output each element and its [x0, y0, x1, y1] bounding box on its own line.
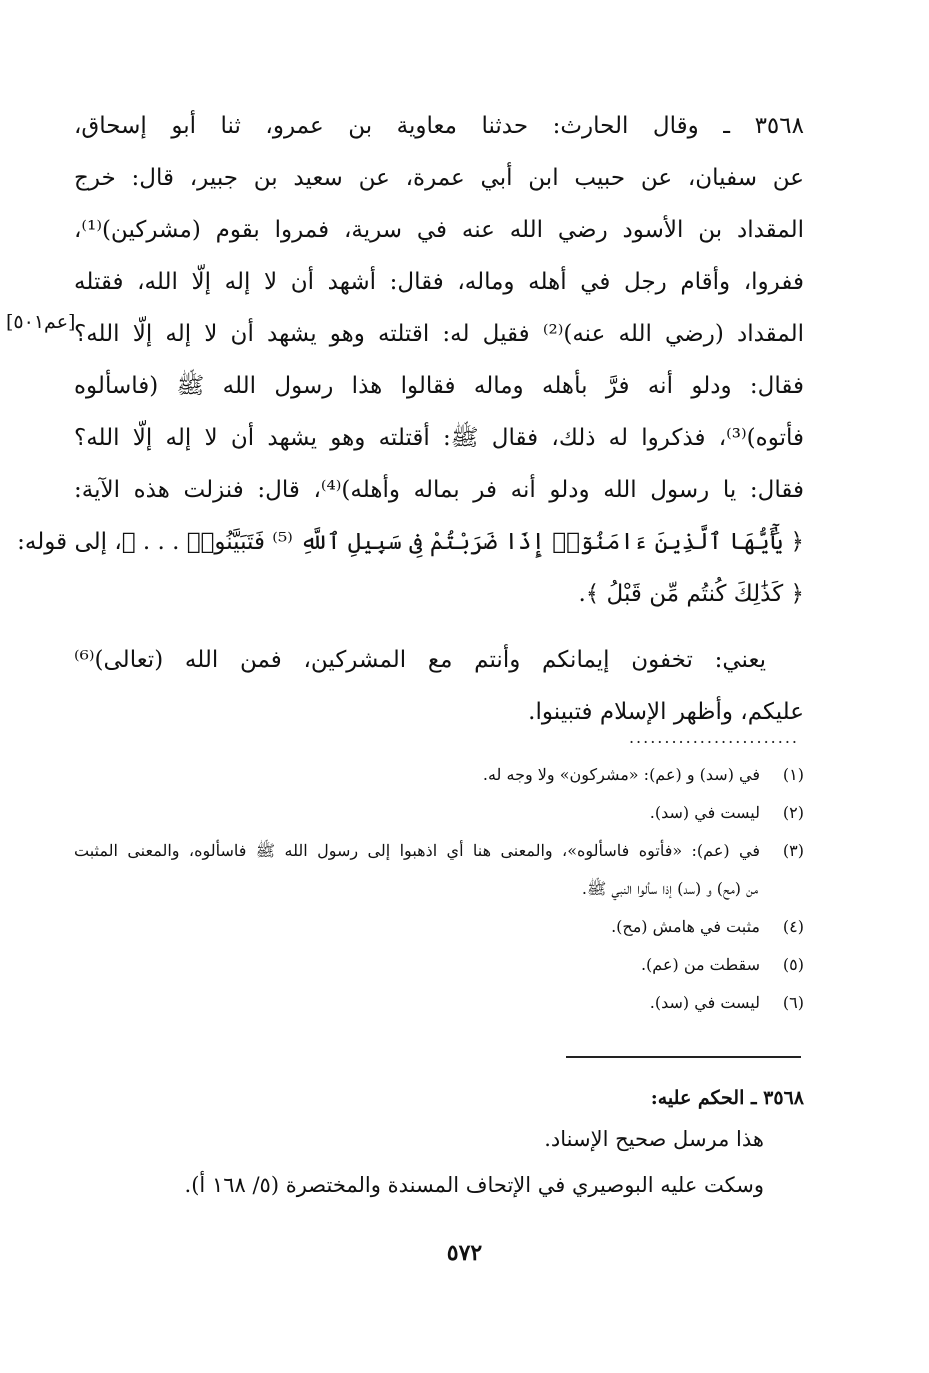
footnote: (٦)ليست في (سد).: [649, 993, 804, 1012]
page-number: ٥٧٢: [446, 1240, 483, 1266]
ruling-heading: ٣٥٦٨ ـ الحكم عليه:: [650, 1087, 804, 1109]
text-line: فقال: ودلو أنه فرَّ بأهله وماله فقالوا هذا رسول الله ﷺ (فاسألوه: [74, 373, 804, 399]
footnote-separator: ........................: [628, 728, 799, 747]
margin-reference: [عم٥٠١]: [6, 311, 76, 333]
ruling-line: هذا مرسل صحيح الإسناد.: [544, 1127, 764, 1151]
footnote: (١)في (سد) و (عم): «مشركون» ولا وجه له.: [482, 765, 804, 784]
ruling-section: [74, 1080, 804, 1208]
footnote: (٢)ليست في (سد).: [649, 803, 804, 822]
footnote-continuation: من (مح) و (سد) إذا سألوا النبي ﷺ.: [581, 879, 758, 898]
quran-verse-line: ﴿ كَذَٰلِكَ كُنتُم مِّن قَبْلُ ﴾.: [578, 581, 804, 607]
footnotes: [74, 756, 804, 1022]
text-line: ففروا، وأقام رجل في أهله وماله، فقال: أشهد أن لا إله إلّا الله، فقتله: [74, 269, 804, 295]
text-line: المقداد (رضي الله عنه)⁽²⁾ فقيل له: اقتلته وهو يشهد أن لا إله إلّا الله؟: [74, 321, 804, 347]
text-line: ٣٥٦٨ ـ وقال الحارث: حدثنا معاوية بن عمرو، ثنا أبو إسحاق،: [74, 113, 804, 139]
text-line: عليكم، وأظهر الإسلام فتبينوا.: [528, 699, 804, 725]
footnote: (٣)في (عم): «فأتوه فاسألوه»، والمعنى هنا أي اذهبوا إلى رسول الله ﷺ فاسألوه، والمعنى المثبت: [74, 841, 804, 860]
text-line: المقداد بن الأسود رضي الله عنه في سرية، فمروا بقوم (مشركين)⁽¹⁾،: [74, 217, 804, 243]
text-line: فقال: يا رسول الله ودلو أنه فر بماله وأهله)⁽⁴⁾، قال: فنزلت هذه الآية:: [74, 477, 804, 503]
text-line: عن سفيان، عن حبيب ابن أبي عمرة، عن سعيد بن جبير، قال: خرج: [74, 165, 804, 191]
text-line: فأتوه)⁽³⁾، فذكروا له ذلك، فقال ﷺ: أقتلته وهو يشهد أن لا إله إلّا الله؟: [74, 425, 804, 451]
footnote: (٥)سقطت من (عم).: [640, 955, 804, 974]
section-divider: [566, 1056, 801, 1058]
ruling-line: وسكت عليه البوصيري في الإتحاف المسندة والمختصرة (٥/ ١٦٨ أ).: [184, 1173, 764, 1197]
footnote: (٤)مثبت في هامش (مح).: [611, 917, 804, 936]
text-line: يعني: تخفون إيمانكم وأنتم مع المشركين، فمن الله (تعالى)⁽⁶⁾: [74, 647, 766, 673]
quran-verse-line: ﴿ يَٰٓأَيُّهَا ٱلَّذِينَ ءَامَنُوٓا۟ إِذَا ضَرَبْتُمْ فِى سَبِيلِ ٱللَّهِ ⁽⁵⁾ فَتَبَيَّنُوا۟ . . . ﴾، إلى قوله:: [17, 529, 804, 555]
